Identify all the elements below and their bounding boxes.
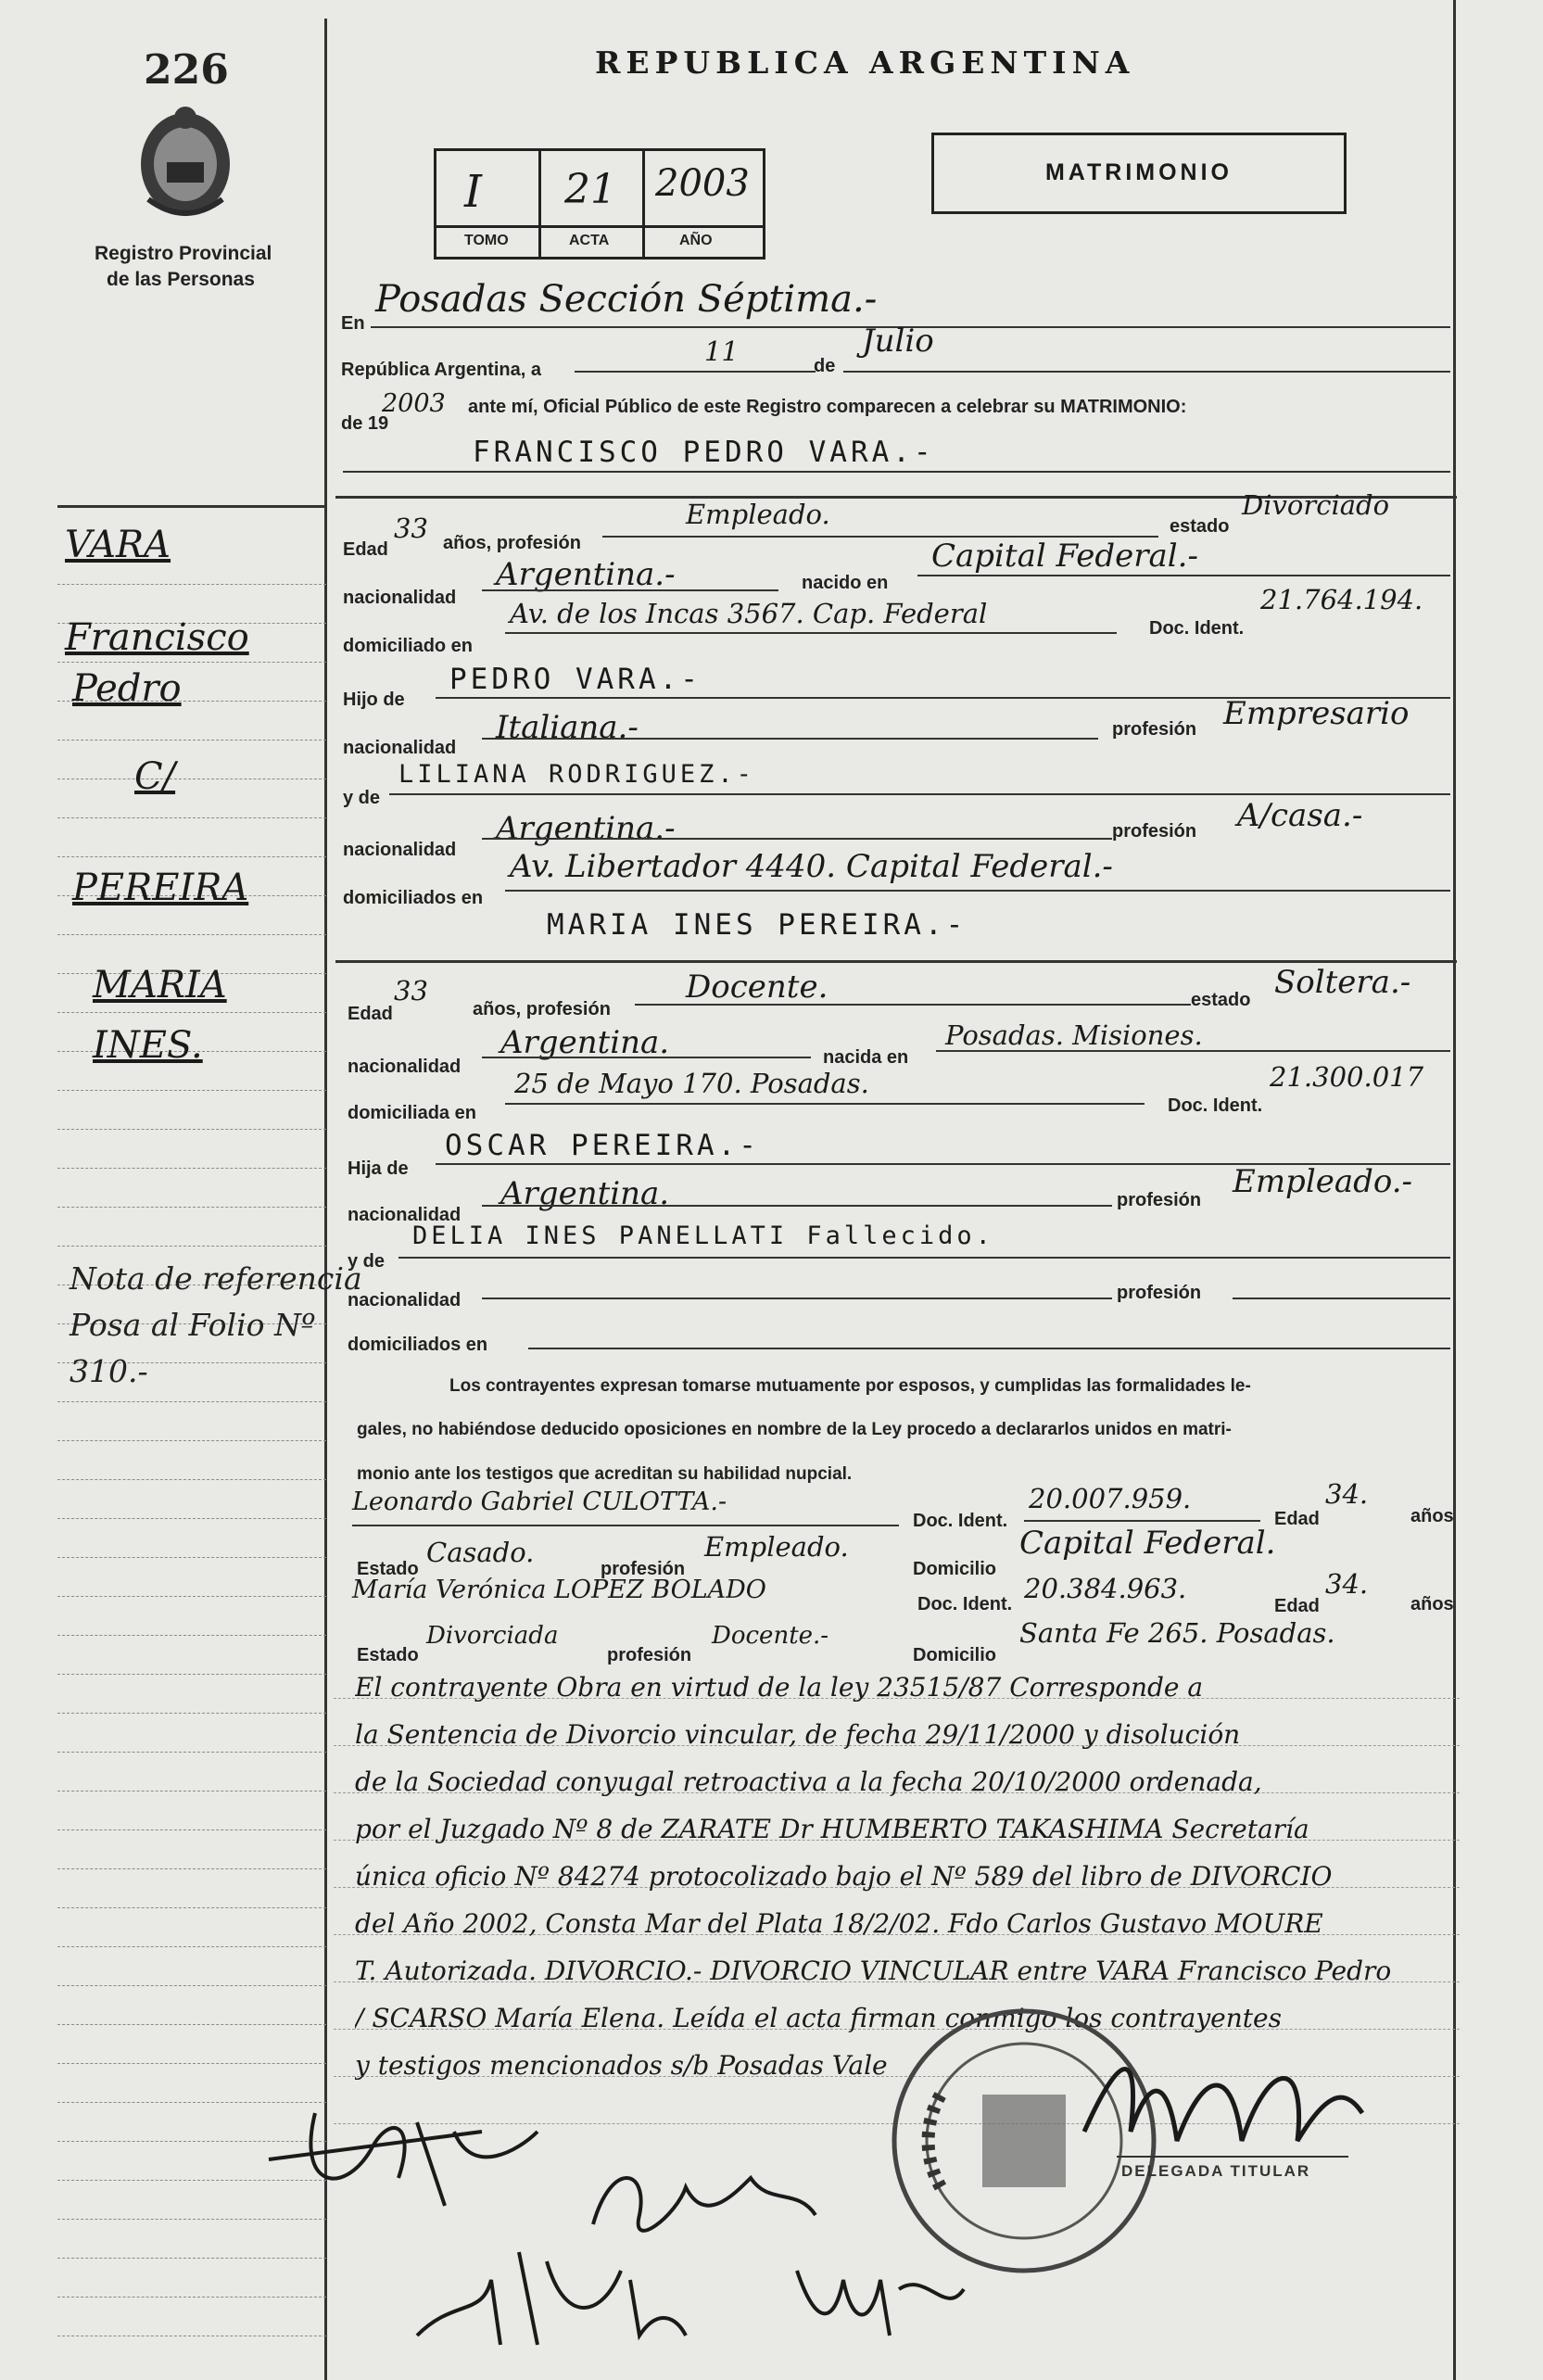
bride-age: 33	[394, 975, 428, 1006]
bride-father: OSCAR PEREIRA.-	[445, 1129, 760, 1162]
groom-name: FRANCISCO PEDRO VARA.-	[473, 436, 935, 469]
contrayente-signature	[259, 2095, 593, 2215]
bride-birthplace: Posadas. Misiones.	[945, 1019, 1203, 1051]
witness2-doc-label: Doc. Ident.	[917, 1594, 1013, 1614]
annotation-line: del Año 2002, Consta Mar del Plata 18/2/02. Fdo Carlos Gustavo MOURE	[355, 1908, 1323, 1939]
groom-parents-dom-label: domiciliados en	[343, 888, 484, 908]
bride-doc-label: Doc. Ident.	[1168, 1095, 1263, 1116]
sidebar-note-1: Nota de referencia	[70, 1260, 362, 1297]
tomo-value: I	[464, 166, 482, 218]
sidebar-given-groom-1: Francisco	[65, 616, 249, 659]
margin-line-left	[324, 19, 327, 2380]
label-republica: República Argentina, a	[341, 360, 541, 380]
groom-domicilio-label: domiciliado en	[343, 636, 474, 656]
doc-type-box	[931, 133, 1347, 214]
bride-doc: 21.300.017	[1270, 1061, 1424, 1093]
witness2-doc: 20.384.963.	[1024, 1573, 1187, 1604]
groom-profession: Empleado.	[686, 499, 830, 530]
groom-nationality: Argentina.-	[496, 556, 676, 593]
witness1-domicilio-label: Domicilio	[913, 1559, 997, 1579]
label-comparecen: ante mí, Oficial Público de este Registro comparecen a celebrar su MATRIMONIO:	[468, 397, 1187, 417]
bride-address: 25 de Mayo 170. Posadas.	[514, 1068, 869, 1099]
witness2-domicilio-label: Domicilio	[913, 1645, 997, 1665]
witness1-profession: Empleado.	[704, 1531, 849, 1563]
label-en: En	[341, 313, 365, 334]
groom-mother-y-label: y de	[343, 788, 381, 808]
witness1-age: 34.	[1325, 1478, 1369, 1510]
bride-father-prof-label: profesión	[1117, 1190, 1202, 1210]
left-section-line	[57, 505, 326, 508]
place-value: Posadas Sección Séptima.-	[375, 278, 878, 321]
groom-parents-address: Av. Libertador 4440. Capital Federal.-	[510, 848, 1113, 885]
ano-label: AÑO	[679, 233, 713, 248]
official-signature	[1066, 2039, 1372, 2169]
groom-edad-label: Edad	[343, 539, 388, 560]
sidebar-given-bride-1: MARIA	[93, 964, 227, 1006]
acta-label: ACTA	[569, 233, 610, 248]
annotation-line: de la Sociedad conyugal retroactiva a la fecha 20/10/2000 ordenada,	[355, 1766, 1262, 1797]
year-value: 2003	[382, 389, 446, 418]
bride-profession: Docente.	[686, 968, 828, 1006]
bride-father-nat-label: nacionalidad	[348, 1205, 462, 1225]
bride-anos-profesion-label: años, profesión	[473, 999, 611, 1019]
delegada-titular-stamp: DELEGADA TITULAR	[1121, 2162, 1311, 2180]
witness2-age: 34.	[1325, 1568, 1369, 1600]
record-number-box	[434, 148, 765, 260]
witness2-anos-label: años	[1410, 1594, 1454, 1614]
bride-status: Soltera.-	[1274, 964, 1411, 1001]
registry-name-line2: de las Personas	[107, 269, 255, 290]
groom-mother-prof: A/casa.-	[1237, 797, 1363, 834]
witness2-status: Divorciada	[426, 1622, 559, 1650]
witness1-status: Casado.	[426, 1537, 535, 1568]
annotation-line: / SCARSO María Elena. Leída el acta firman conmigo los contrayentes	[355, 2003, 1282, 2033]
annotation-line: por el Juzgado Nº 8 de ZARATE Dr HUMBERTO TAKASHIMA Secretaría	[355, 1814, 1309, 1844]
day-value: 11	[704, 335, 739, 367]
groom-father-nat: Italiana.-	[496, 709, 639, 746]
groom-father-prof: Empresario	[1223, 695, 1410, 732]
declaration-line3: monio ante los testigos que acreditan su habilidad nupcial.	[357, 1464, 853, 1484]
bride-mother-nat-label: nacionalidad	[348, 1290, 462, 1310]
witness1-estado-label: Estado	[357, 1559, 419, 1579]
witness-signature-3	[788, 2234, 973, 2345]
witness2-estado-label: Estado	[357, 1645, 419, 1665]
bride-estado-label: estado	[1191, 990, 1251, 1010]
groom-father: PEDRO VARA.-	[449, 663, 702, 696]
sidebar-surname-groom: VARA	[65, 524, 171, 566]
doc-type-title: MATRIMONIO	[1044, 159, 1233, 185]
declaration-line2: gales, no habiéndose deducido oposiciones en nombre de la Ley procedo a declararlos unidos en matri-	[357, 1420, 1232, 1439]
folio-number: 226	[144, 46, 229, 94]
groom-doc: 21.764.194.	[1260, 584, 1423, 615]
witness1-doc-label: Doc. Ident.	[913, 1511, 1008, 1531]
bride-mother-y-label: y de	[348, 1251, 386, 1272]
groom-mother-nat: Argentina.-	[496, 810, 676, 847]
witness2-profession: Docente.-	[712, 1622, 829, 1650]
acta-value: 21	[564, 166, 616, 213]
label-de19: de 19	[341, 413, 389, 434]
bride-mother: DELIA INES PANELLATI Fallecido.	[412, 1222, 994, 1250]
bride-mother-prof-label: profesión	[1117, 1283, 1202, 1303]
bride-domicilio-label: domiciliada en	[348, 1103, 476, 1123]
groom-nat-label: nacionalidad	[343, 588, 457, 608]
witness1-anos-label: años	[1410, 1506, 1454, 1526]
bride-nationality: Argentina.	[500, 1024, 670, 1061]
annotation-line: única oficio Nº 84274 protocolizado bajo el Nº 589 del libro de DIVORCIO	[355, 1861, 1333, 1892]
groom-mother-nat-label: nacionalidad	[343, 840, 457, 860]
groom-hijo-label: Hijo de	[343, 690, 405, 710]
groom-nacido-label: nacido en	[802, 573, 889, 593]
declaration-line1: Los contrayentes expresan tomarse mutuamente por esposos, y cumplidas las formalidades le-	[449, 1376, 1251, 1396]
ano-value: 2003	[655, 162, 750, 205]
month-value: Julio	[862, 323, 934, 360]
witness1-address: Capital Federal.	[1019, 1525, 1276, 1562]
groom-status: Divorciado	[1242, 489, 1390, 521]
groom-father-prof-label: profesión	[1112, 719, 1197, 740]
country-title: REPUBLICA ARGENTINA	[595, 44, 1135, 81]
sidebar-conjunction: C/	[134, 755, 176, 798]
witness2-edad-label: Edad	[1274, 1596, 1320, 1616]
witness1-edad-label: Edad	[1274, 1509, 1320, 1529]
witness1-doc: 20.007.959.	[1029, 1483, 1192, 1514]
groom-address: Av. de los Incas 3567. Cap. Federal	[510, 598, 988, 629]
sidebar-note-2: Posa al Folio Nº	[70, 1307, 316, 1343]
sidebar-given-groom-2: Pedro	[72, 667, 182, 710]
coat-of-arms-seal	[130, 97, 241, 222]
annotation-line: y testigos mencionados s/b Posadas Vale	[355, 2050, 888, 2081]
registry-name-line1: Registro Provincial	[95, 243, 272, 264]
groom-doc-label: Doc. Ident.	[1149, 618, 1245, 639]
sidebar-surname-bride: PEREIRA	[72, 867, 249, 909]
annotation-line: El contrayente Obra en virtud de la ley 23515/87 Corresponde a	[355, 1672, 1204, 1703]
groom-birthplace: Capital Federal.-	[931, 538, 1198, 575]
annotation-line: T. Autorizada. DIVORCIO.- DIVORCIO VINCULAR entre VARA Francisco Pedro	[355, 1956, 1392, 1986]
witness-signature-2	[398, 2224, 695, 2354]
groom-age: 33	[394, 513, 428, 544]
groom-estado-label: estado	[1170, 516, 1230, 537]
groom-mother: LILIANA RODRIGUEZ.-	[398, 760, 755, 789]
bride-nat-label: nacionalidad	[348, 1057, 462, 1077]
groom-mother-prof-label: profesión	[1112, 821, 1197, 842]
witness1-name: Leonardo Gabriel CULOTTA.-	[352, 1488, 727, 1516]
bride-name: MARIA INES PEREIRA.-	[547, 908, 968, 942]
annotation-line: la Sentencia de Divorcio vincular, de fecha 29/11/2000 y disolución	[355, 1719, 1241, 1750]
bride-parents-dom-label: domiciliados en	[348, 1335, 488, 1355]
bride-father-prof: Empleado.-	[1233, 1163, 1413, 1200]
tomo-label: TOMO	[464, 233, 509, 248]
bride-hija-label: Hija de	[348, 1158, 409, 1179]
groom-anos-profesion-label: años, profesión	[443, 533, 581, 553]
bride-nacida-label: nacida en	[823, 1047, 909, 1068]
bride-edad-label: Edad	[348, 1004, 393, 1024]
sidebar-note-3: 310.-	[70, 1353, 148, 1389]
witness1-profesion-label: profesión	[601, 1559, 686, 1579]
bride-father-nat: Argentina.	[500, 1175, 670, 1212]
groom-father-nat-label: nacionalidad	[343, 738, 457, 758]
witness2-name: María Verónica LOPEZ BOLADO	[352, 1576, 766, 1604]
sidebar-given-bride-2: INES.	[93, 1024, 203, 1067]
witness2-profesion-label: profesión	[607, 1645, 692, 1665]
label-de: de	[814, 356, 836, 376]
witness2-address: Santa Fe 265. Posadas.	[1019, 1617, 1335, 1649]
